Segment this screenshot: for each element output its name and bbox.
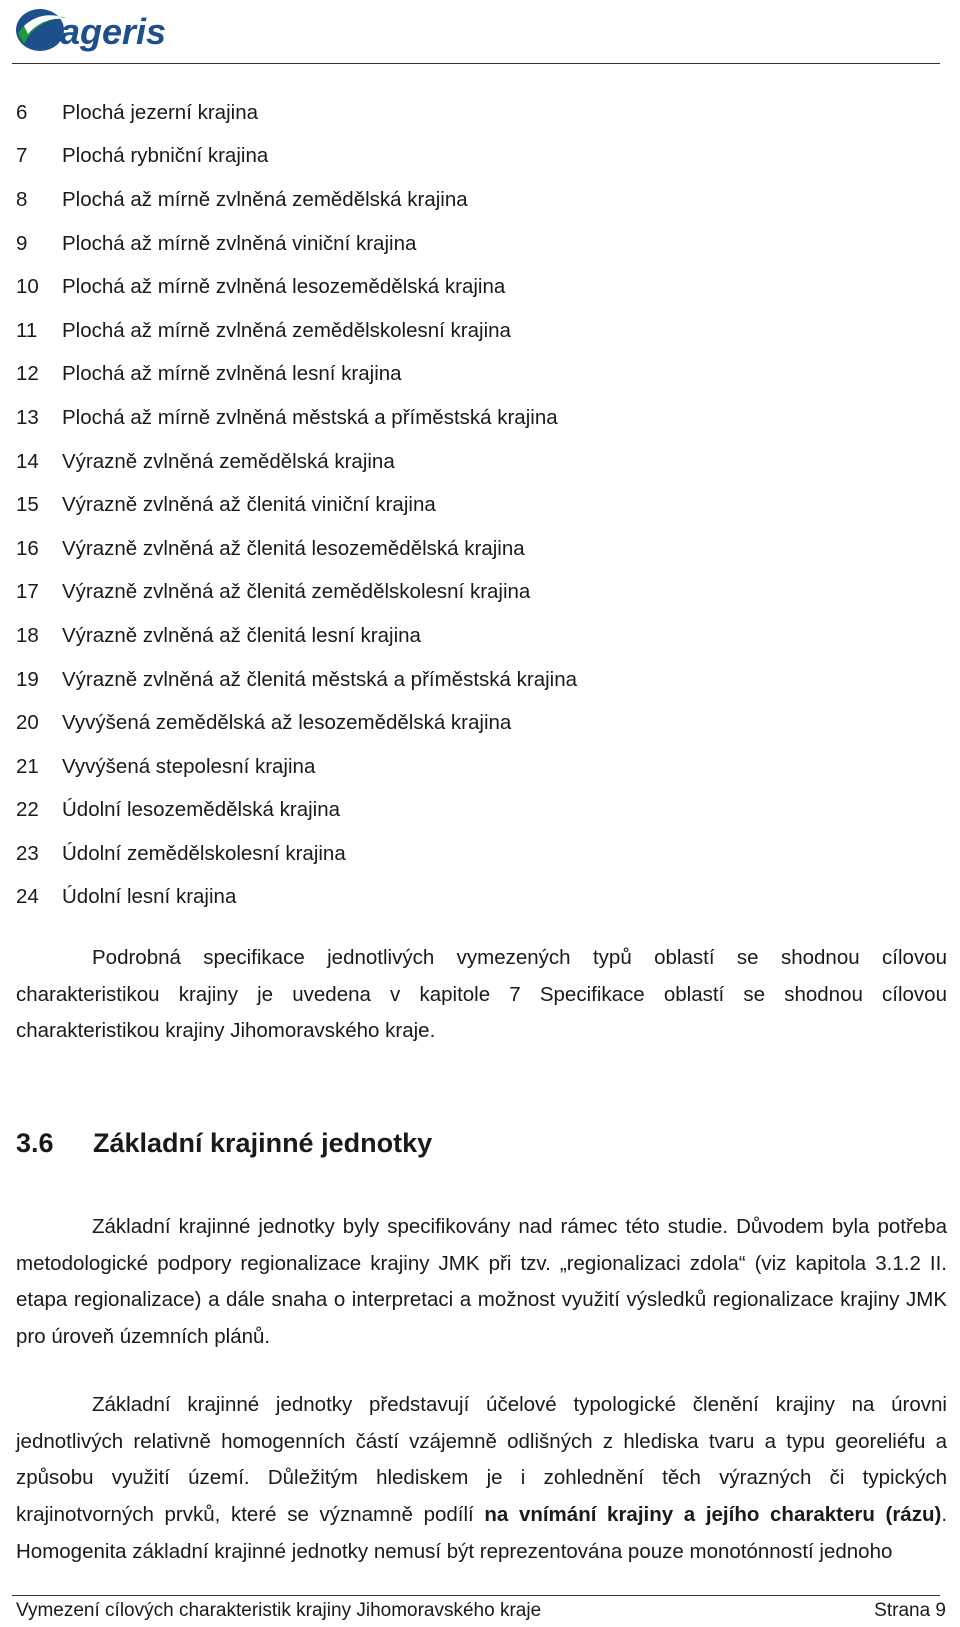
ageris-logo [14,4,204,56]
list-item-label: Vyvýšená zemědělská až lesozemědělská krajina [62,711,512,735]
list-item-label: Výrazně zvlněná až členitá viniční krajina [62,493,436,517]
list-item [16,178,936,222]
list-item-label: Plochá až mírně zvlněná městská a příměstská krajina [62,405,558,429]
list-item-number: 7 [16,144,28,168]
logo-text: ageris [60,11,167,52]
list-item [16,483,936,527]
list-item [16,353,936,397]
list-item [16,876,936,920]
footer-title: Vymezení cílových charakteristik krajiny Jihomoravského kraje [16,1600,542,1621]
list-item-number: 8 [16,187,28,211]
list-item-number: 17 [16,580,39,604]
section-heading [16,1128,432,1159]
list-item-number: 9 [16,231,28,255]
list-item-number: 16 [16,536,39,560]
paragraph-specification: Podrobná specifikace jednotlivých vymezených typů oblastí se shodnou cílovou charakteristikou krajiny je uvedena v kapitole 7 Specifikace oblastí se shodnou cílovou charakteristikou krajiny Jihomoravského kraje. [16,946,947,1043]
list-item [16,745,936,789]
list-item-number: 14 [16,449,39,473]
list-item [16,789,936,833]
list-item [16,832,936,876]
list-item-number: 21 [16,754,39,778]
list-item-number: 6 [16,100,28,124]
section-number: 3.6 [16,1128,54,1158]
list-item-number: 24 [16,885,39,909]
list-item [16,309,936,353]
list-item [16,135,936,179]
list-item-label: Plochá jezerní krajina [62,100,258,124]
list-item-label: Údolní lesozemědělská krajina [62,798,341,822]
list-item-label: Výrazně zvlněná zemědělská krajina [62,449,395,473]
list-item-label: Plochá až mírně zvlněná lesní krajina [62,362,402,386]
list-item-label: Výrazně zvlněná až členitá lesní krajina [62,623,421,647]
list-item-label: Údolní lesní krajina [62,885,237,909]
list-item [16,571,936,615]
list-item [16,396,936,440]
list-item-label: Plochá až mírně zvlněná viniční krajina [62,231,417,255]
list-item [16,614,936,658]
paragraph-units-description [16,1387,947,1571]
list-item-number: 15 [16,493,39,517]
page-number: Strana 9 [874,1600,946,1621]
para3-text-after: . Homogenita základní krajinné jednotky nemusí být reprezentována pouze monotónností jednoho [16,1503,948,1563]
list-item-number: 10 [16,275,39,299]
list-item-number: 20 [16,711,39,735]
list-item [16,701,936,745]
list-item [16,527,936,571]
list-item-label: Plochá až mírně zvlněná lesozemědělská krajina [62,275,506,299]
list-item-number: 11 [16,318,38,342]
list-item-label: Plochá až mírně zvlněná zemědělskolesní krajina [62,318,511,342]
paragraph-basic-units: Základní krajinné jednotky byly specifikovány nad rámec této studie. Důvodem byla potřeba metodologické podpory regionalizace krajiny JMK při tzv. „regionalizaci zdola“ (viz kapitola 3.1.2 II. etapa regionalizace) a dále snaha o interpretaci a možnost využití výsledků regionalizace krajiny JMK pro úroveň územních plánů. [16,1215,947,1349]
para3-text-before: Základní krajinné jednotky představují účelové typologické členění krajiny na úrovni jednotlivých relativně homogenních částí vzájemně odlišných z hlediska tvaru a typu georeliéfu a způsobu využití území. Důležitým hlediskem je i zohlednění těch výrazných či typických krajinotvorných prvků, které se významně podílí [16,1393,947,1527]
list-item-number: 18 [16,623,39,647]
list-item-label: Výrazně zvlněná až členitá zemědělskolesní krajina [62,580,531,604]
list-item [16,440,936,484]
para3-bold-text: na vnímání krajiny a jejího charakteru (rázu) [484,1503,942,1527]
list-item-label: Výrazně zvlněná až členitá městská a příměstská krajina [62,667,578,691]
header-rule [12,63,940,64]
section-title: Základní krajinné jednotky [93,1128,433,1158]
list-item-number: 22 [16,798,39,822]
footer-rule [12,1595,940,1596]
list-item [16,658,936,702]
list-item-number: 12 [16,362,39,386]
list-item-label: Výrazně zvlněná až členitá lesozemědělská krajina [62,536,525,560]
landscape-type-list [16,91,936,919]
list-item [16,91,936,135]
list-item [16,265,936,309]
page-header [0,0,960,68]
list-item-label: Vyvýšená stepolesní krajina [62,754,316,778]
list-item [16,222,936,266]
list-item-label: Údolní zemědělskolesní krajina [62,841,346,865]
list-item-number: 13 [16,405,39,429]
list-item-label: Plochá až mírně zvlněná zemědělská krajina [62,187,468,211]
list-item-number: 23 [16,841,39,865]
list-item-number: 19 [16,667,39,691]
list-item-label: Plochá rybniční krajina [62,144,269,168]
